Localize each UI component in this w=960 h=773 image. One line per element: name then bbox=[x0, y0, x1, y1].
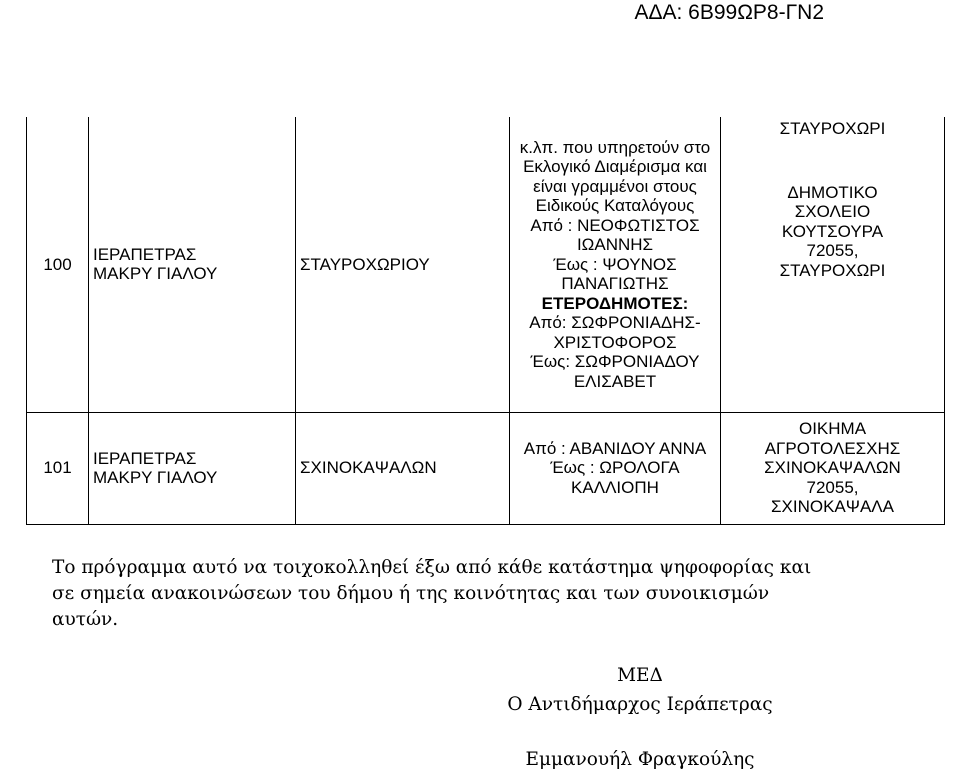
polling-place-cell bbox=[721, 412, 945, 524]
store-line: ΣΤΑΥΡΟΧΩΡΙ bbox=[779, 260, 886, 280]
table-row bbox=[27, 117, 945, 412]
station-number: 101 bbox=[27, 412, 89, 524]
area-line: ΜΑΚΡΥ ΓΙΑΛΟΥ bbox=[93, 468, 218, 487]
store-line: ΑΓΡΟΤΟΛΕΣΧΗΣ bbox=[764, 438, 901, 458]
municipality-cell bbox=[89, 412, 296, 524]
voters-line: Έως: ΣΩΦΡΟΝΙΑΔΟΥ bbox=[530, 352, 700, 371]
voters-line: ΚΑΛΛΙΟΠΗ bbox=[571, 477, 659, 497]
station-number: 100 bbox=[27, 117, 89, 412]
area-line: ΙΕΡΑΠΕΤΡΑΣ bbox=[93, 244, 197, 264]
voters-line: ΧΡΙΣΤΟΦΟΡΟΣ bbox=[553, 332, 677, 352]
store-line: 72055, bbox=[806, 477, 859, 497]
ada-code: ΑΔΑ: 6Β99ΩΡ8-ΓΝ2 bbox=[634, 1, 824, 24]
voters-line: Έως : ΨΟΥΝΟΣ bbox=[553, 254, 677, 274]
signatory-title: Ο Αντιδήμαρχος Ιεράπετρας bbox=[507, 694, 773, 715]
village-cell: ΣΤΑΥΡΟΧΩΡΙΟΥ bbox=[296, 117, 510, 412]
voters-line: Ειδικούς Καταλόγους bbox=[535, 196, 695, 215]
voters-range-cell bbox=[510, 117, 721, 412]
store-line: ΟΙΚΗΜΑ bbox=[798, 419, 867, 439]
store-line: ΣΧΙΝΟΚΑΨΑΛΑ bbox=[771, 497, 894, 517]
posting-notice: Το πρόγραμμα αυτό να τοιχοκολληθεί έξω από κάθε κατάστημα ψηφοφορίας και σε σημεία ανακοινώσεων του δήμου ή της κοινότητας και των συνοικισμών αυτών. bbox=[52, 557, 812, 630]
voters-line: Εκλογικό Διαμέρισμα και bbox=[523, 157, 707, 176]
voters-line: κ.λπ. που υπηρετούν στο bbox=[519, 137, 711, 157]
municipality-cell bbox=[89, 117, 296, 412]
voters-line: ΠΑΝΑΓΙΩΤΗΣ bbox=[561, 274, 669, 293]
voters-line: Από: ΣΩΦΡΟΝΙΑΔΗΣ- bbox=[529, 313, 701, 332]
area-line: ΜΑΚΡΥ ΓΙΑΛΟΥ bbox=[93, 264, 218, 284]
store-line: ΔΗΜΟΤΙΚΟ bbox=[787, 182, 878, 202]
polling-place-cell bbox=[721, 117, 945, 412]
store-line: ΣΤΑΥΡΟΧΩΡΙ bbox=[779, 119, 886, 138]
polling-stations-table bbox=[26, 117, 945, 525]
voters-line: Από : ΝΕΟΦΩΤΙΣΤΟΣ bbox=[530, 215, 700, 235]
voters-line: Από : ΑΒΑΝΙΔΟΥ ΑΝΝΑ bbox=[523, 438, 707, 458]
store-line: ΣΧΙΝΟΚΑΨΑΛΩΝ bbox=[764, 458, 901, 478]
signatory-name: Εμμανουήλ Φραγκούλης bbox=[525, 749, 755, 770]
village-cell: ΣΧΙΝΟΚΑΨΑΛΩΝ bbox=[296, 412, 510, 524]
voters-line: είναι γραμμένοι στους bbox=[533, 176, 697, 196]
voters-line: ΕΛΙΣΑΒΕΤ bbox=[573, 371, 657, 391]
voters-line: Έως : ΩΡΟΛΟΓΑ bbox=[550, 458, 680, 478]
voters-line: ΙΩΑΝΝΗΣ bbox=[576, 235, 654, 254]
store-line: ΣΧΟΛΕΙΟ bbox=[794, 202, 871, 221]
non-resident-heading: ΕΤΕΡΟΔΗΜΟΤΕΣ: bbox=[541, 293, 689, 313]
area-line: ΙΕΡΑΠΕΤΡΑΣ bbox=[93, 448, 197, 468]
voters-range-cell bbox=[510, 412, 721, 524]
store-line: 72055, bbox=[806, 241, 859, 260]
table-row bbox=[27, 412, 945, 524]
store-line: ΚΟΥΤΣΟΥΡΑ bbox=[781, 221, 884, 241]
signature-closing: ΜΕΔ bbox=[617, 665, 663, 686]
